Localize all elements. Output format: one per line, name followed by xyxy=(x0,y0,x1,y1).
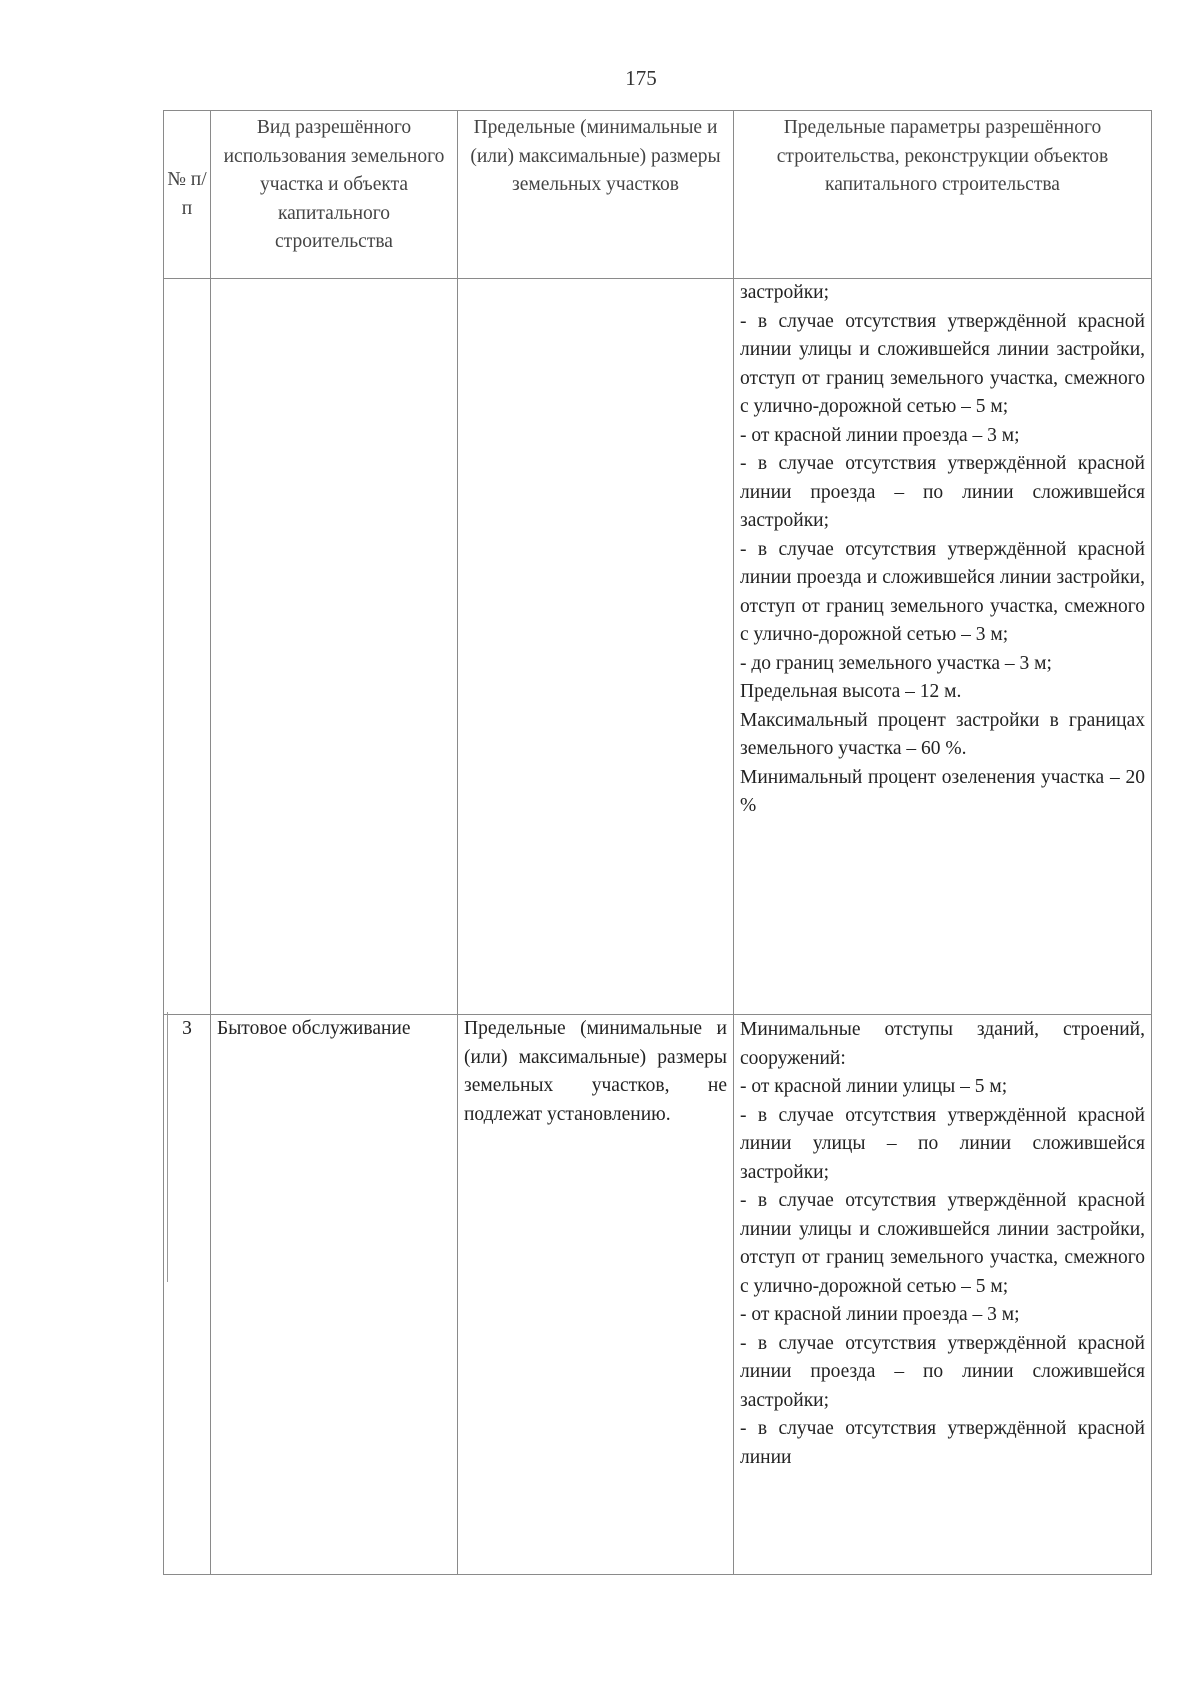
parameter-line: - от красной линии проезда – 3 м; xyxy=(740,1304,1020,1325)
land-use-parameters-table xyxy=(163,110,1152,1575)
parameter-line: Минимальный процент озеленения участка – 20 % xyxy=(740,766,1145,816)
parameter-line: - до границ земельного участка – 3 м; xyxy=(740,652,1052,674)
parameter-line: - в случае отсутствия утверждённой красной линии xyxy=(740,1418,1145,1468)
table-row xyxy=(164,1015,1152,1575)
use-type-cell xyxy=(211,279,458,1015)
parameter-line: - в случае отсутствия утверждённой красной линии проезда – по линии сложившейся застройки; xyxy=(740,453,1145,531)
parameter-line: - в случае отсутствия утверждённой красной линии улицы – по линии сложившейся застройки; xyxy=(740,1104,1145,1183)
table-header-row xyxy=(164,111,1152,279)
parameters-cell xyxy=(734,279,1152,1015)
parameter-line: - от красной линии улицы – 5 м; xyxy=(740,1076,1008,1097)
scan-margin-line xyxy=(167,1012,168,1282)
table-row xyxy=(164,279,1152,1015)
header-plot-sizes: Предельные (минимальные и (или) максимальные) размеры земельных участков xyxy=(458,111,734,279)
parameter-line: - в случае отсутствия утверждённой красной линии проезда – по линии сложившейся застройки; xyxy=(740,1332,1145,1411)
plot-sizes-cell xyxy=(458,279,734,1015)
parameter-line: застройки; xyxy=(740,282,830,303)
parameter-line: - от красной линии проезда – 3 м; xyxy=(740,424,1020,446)
page-number: 175 xyxy=(625,66,657,90)
plot-sizes-cell: Предельные (минимальные и (или) максимальные) размеры земельных участков, не подлежат установлению. xyxy=(458,1015,734,1575)
parameter-line: Предельная высота – 12 м. xyxy=(740,681,962,702)
parameters-cell xyxy=(734,1015,1152,1575)
use-type-cell: Бытовое обслуживание xyxy=(211,1015,458,1575)
row-number xyxy=(164,279,211,1015)
header-parameters: Предельные параметры разрешённого строительства, реконструкции объектов капитального строительства xyxy=(734,111,1152,279)
row-number: 3 xyxy=(164,1015,211,1575)
header-use-type: Вид разрешённого использования земельного участка и объекта капитального строительства xyxy=(211,111,458,279)
parameter-line: - в случае отсутствия утверждённой красной линии улицы и сложившейся линии застройки, отступ от границ земельного участка, смежного с улично-дорожной сетью – 5 м; xyxy=(740,310,1145,417)
parameter-line: - в случае отсутствия утверждённой красной линии улицы и сложившейся линии застройки, отступ от границ земельного участка, смежного с улично-дорожной сетью – 5 м; xyxy=(740,1190,1145,1297)
parameter-line: - в случае отсутствия утверждённой красной линии проезда и сложившейся линии застройки, отступ от границ земельного участка, смежного с улично-дорожной сетью – 3 м; xyxy=(740,538,1145,645)
parameter-line: Максимальный процент застройки в границах земельного участка – 60 %. xyxy=(740,709,1145,759)
header-number: № п/п xyxy=(164,111,211,279)
parameter-line: Минимальные отступы зданий, строений, сооружений: xyxy=(740,1019,1145,1069)
